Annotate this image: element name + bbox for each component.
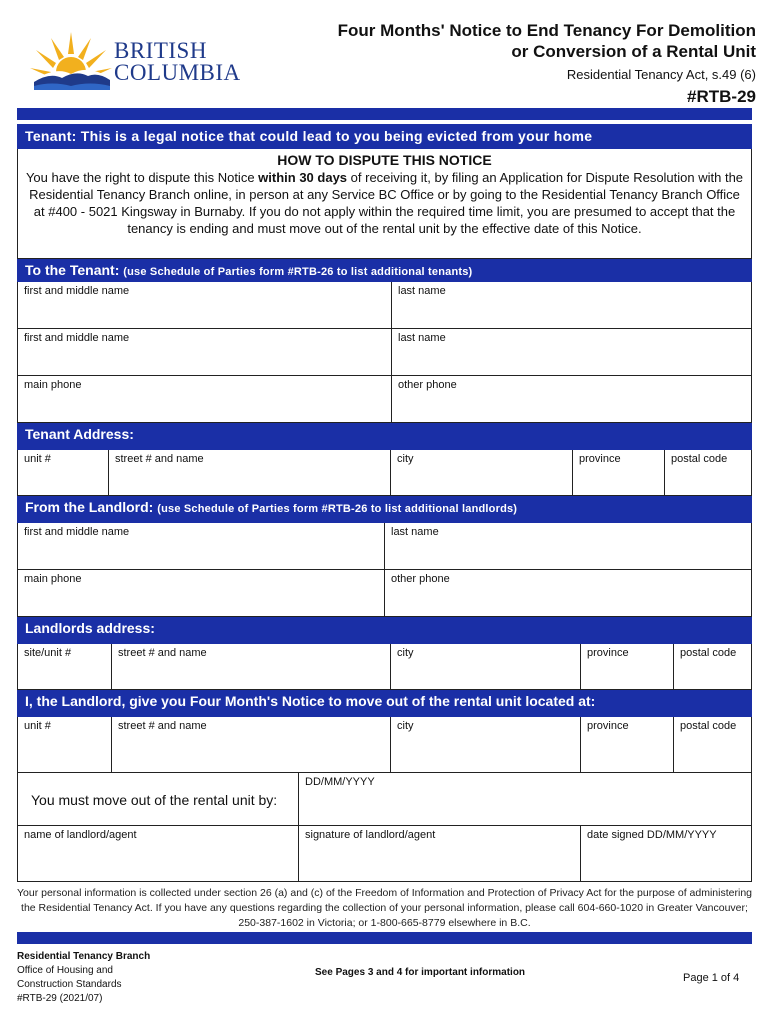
rental-postal-code-field[interactable]: postal code: [680, 720, 737, 732]
dispute-text-end: of receiving it, by filing an Application for Dispute Resolution with the Residential Tenancy Branch online, in person at any Service BC Office or by going to the Residential Tenancy Branch Office at #400 - 5021 Kingsway in Burnaby. If you do not apply within the required time limit, you are presumed to accept that the tenancy is ending and must move out of the rental unit by the effective date of this Notice.: [29, 170, 744, 236]
tenant-main-phone-field[interactable]: main phone: [18, 376, 392, 422]
tenant-first-name-field-1[interactable]: first and middle name: [18, 282, 392, 328]
to-tenant-bar: [17, 259, 752, 282]
tenant-name-row-2: [17, 329, 752, 376]
landlord-city-field[interactable]: city: [391, 644, 581, 689]
date-signed-field[interactable]: date signed DD/MM/YYYY: [587, 829, 717, 841]
rental-city-field[interactable]: city: [391, 717, 581, 772]
logo-line-1: BRITISH: [114, 38, 207, 63]
form-title: [338, 20, 756, 62]
move-out-date-field[interactable]: DD/MM/YYYY: [305, 776, 375, 788]
dispute-heading: HOW TO DISPUTE THIS NOTICE: [277, 152, 492, 168]
tenant-address-bar: Tenant Address:: [17, 423, 752, 450]
landlord-address-bar: Landlords address:: [17, 617, 752, 644]
dispute-deadline: within 30 days: [258, 170, 348, 185]
rental-unit-bar: I, the Landlord, give you Four Month's Notice to move out of the rental unit located at:: [17, 690, 752, 717]
footer-branch-info: [17, 950, 150, 1006]
privacy-statement: Your personal information is collected under section 26 (a) and (c) of the Freedom of Information and Protection of Privacy Act for the purpose of administering the Residential Tenancy Act. If you have any questions regarding the collection of your personal information, please call 604-660-1020 in Greater Vancouver; 250-387-1602 in Victoria; or 1-800-665-8779 elsewhere in B.C.: [17, 887, 752, 929]
tenant-name-row-1: [17, 282, 752, 329]
form-number: #RTB-29: [687, 87, 756, 106]
move-out-row: [17, 773, 752, 826]
landlord-phone-row: [17, 570, 752, 617]
to-tenant-subheading: (use Schedule of Parties form #RTB-26 to list additional tenants): [123, 266, 473, 278]
landlord-address-row: [17, 644, 752, 690]
from-landlord-bar: [17, 496, 752, 523]
landlord-last-name-field[interactable]: last name: [391, 526, 439, 538]
rental-unit-field[interactable]: unit #: [18, 717, 112, 772]
tenant-last-name-field-2[interactable]: last name: [398, 332, 446, 344]
dispute-text-start: You have the right to dispute this Notice: [25, 170, 259, 185]
tenant-city-field[interactable]: city: [391, 450, 573, 495]
bc-logo-text: [114, 40, 241, 84]
move-out-label: You must move out of the rental unit by:: [18, 773, 299, 825]
tenant-unit-field[interactable]: unit #: [18, 450, 109, 495]
tenant-phone-row: [17, 376, 752, 423]
landlord-other-phone-field[interactable]: other phone: [391, 573, 450, 585]
title-line-1: Four Months' Notice to End Tenancy For Demolition: [337, 21, 756, 40]
rental-province-field[interactable]: province: [581, 717, 674, 772]
top-divider-bar: [17, 108, 752, 120]
landlord-first-name-field[interactable]: first and middle name: [18, 523, 385, 569]
footer-branch-name: Residential Tenancy Branch: [17, 951, 151, 962]
tenant-notice-bar: Tenant: This is a legal notice that could lead to you being evicted from your home: [17, 124, 752, 149]
from-landlord-heading: From the Landlord:: [25, 499, 154, 515]
tenant-last-name-field-1[interactable]: last name: [398, 285, 446, 297]
footer-important-note: See Pages 3 and 4 for important information: [315, 967, 526, 978]
footer-office-line-2: Construction Standards: [17, 979, 122, 990]
act-reference: Residential Tenancy Act, s.49 (6): [566, 67, 756, 82]
landlord-signature-field[interactable]: signature of landlord/agent: [299, 826, 581, 881]
tenant-province-field[interactable]: province: [573, 450, 665, 495]
page-number: Page 1 of 4: [683, 972, 740, 984]
tenant-other-phone-field[interactable]: other phone: [398, 379, 457, 391]
bottom-divider-bar: [17, 932, 752, 944]
signature-row: [17, 826, 752, 882]
footer-form-version: #RTB-29 (2021/07): [17, 993, 103, 1004]
bc-sun-mountain-icon: [26, 30, 116, 94]
tenant-address-row: [17, 450, 752, 496]
tenant-street-field[interactable]: street # and name: [109, 450, 391, 495]
from-landlord-subheading: (use Schedule of Parties form #RTB-26 to list additional landlords): [157, 503, 518, 515]
tenant-first-name-field-2[interactable]: first and middle name: [18, 329, 392, 375]
footer-office-line-1: Office of Housing and: [17, 965, 113, 976]
landlord-agent-name-field[interactable]: name of landlord/agent: [18, 826, 299, 881]
dispute-text: [22, 169, 747, 237]
landlord-name-row: [17, 523, 752, 570]
landlord-unit-field[interactable]: site/unit #: [18, 644, 112, 689]
rental-unit-row: [17, 717, 752, 773]
logo-line-2: COLUMBIA: [114, 60, 241, 85]
rental-street-field[interactable]: street # and name: [112, 717, 391, 772]
tenant-postal-code-field[interactable]: postal code: [671, 453, 728, 465]
landlord-street-field[interactable]: street # and name: [112, 644, 391, 689]
landlord-postal-code-field[interactable]: postal code: [680, 647, 737, 659]
title-line-2: or Conversion of a Rental Unit: [511, 42, 756, 61]
to-tenant-heading: To the Tenant:: [25, 262, 120, 278]
landlord-province-field[interactable]: province: [581, 644, 674, 689]
landlord-main-phone-field[interactable]: main phone: [18, 570, 385, 616]
